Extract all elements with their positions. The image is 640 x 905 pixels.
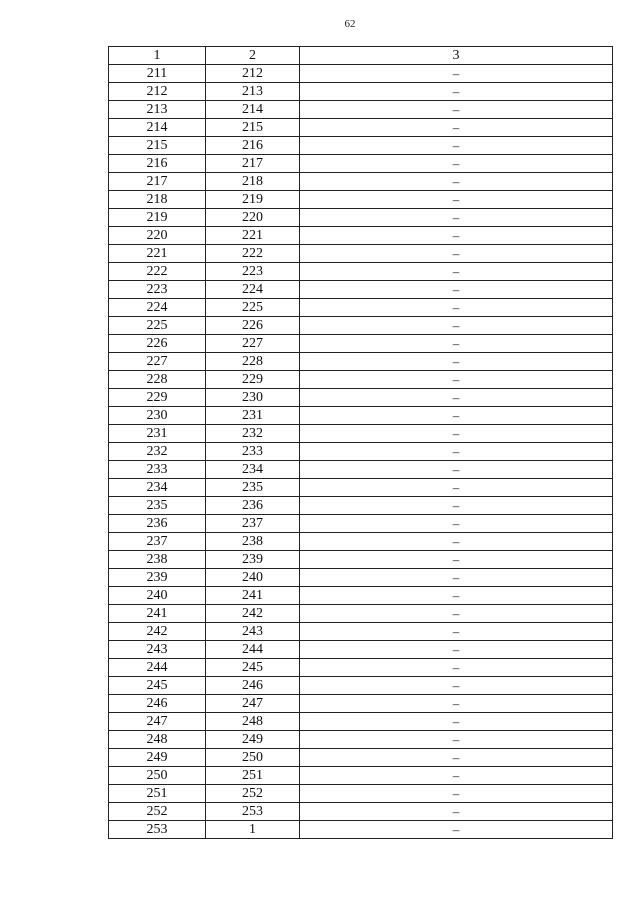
- table-cell-col-3: –: [300, 299, 613, 317]
- table-cell-col-1: 235: [109, 497, 206, 515]
- table-header-row: [109, 47, 613, 65]
- table-cell-col-1: 236: [109, 515, 206, 533]
- table-row: [109, 245, 613, 263]
- table-cell-col-3: –: [300, 119, 613, 137]
- table-cell-col-1: 240: [109, 587, 206, 605]
- table-cell-col-3: –: [300, 407, 613, 425]
- table-row: [109, 677, 613, 695]
- table-cell-col-3: –: [300, 227, 613, 245]
- page-number: 62: [344, 18, 356, 30]
- table-row: [109, 191, 613, 209]
- table-cell-col-1: 253: [109, 821, 206, 839]
- table-cell-col-1: 214: [109, 119, 206, 137]
- table-cell-col-2: 241: [206, 587, 300, 605]
- table-cell-col-3: –: [300, 317, 613, 335]
- column-header-2: 2: [206, 47, 300, 65]
- table-row: [109, 551, 613, 569]
- table-cell-col-2: 252: [206, 785, 300, 803]
- table-cell-col-3: –: [300, 461, 613, 479]
- table-cell-col-2: 228: [206, 353, 300, 371]
- table-cell-col-3: –: [300, 155, 613, 173]
- table-cell-col-2: 222: [206, 245, 300, 263]
- table-cell-col-2: 213: [206, 83, 300, 101]
- table-cell-col-3: –: [300, 677, 613, 695]
- table-cell-col-1: 216: [109, 155, 206, 173]
- table-cell-col-2: 249: [206, 731, 300, 749]
- table-cell-col-3: –: [300, 785, 613, 803]
- table-cell-col-1: 227: [109, 353, 206, 371]
- table-row: [109, 101, 613, 119]
- table-row: [109, 497, 613, 515]
- table-row: [109, 713, 613, 731]
- table-cell-col-2: 1: [206, 821, 300, 839]
- table-cell-col-1: 222: [109, 263, 206, 281]
- table-cell-col-2: 224: [206, 281, 300, 299]
- table-cell-col-3: –: [300, 695, 613, 713]
- table-row: [109, 83, 613, 101]
- table-body: [109, 65, 613, 839]
- table-row: [109, 767, 613, 785]
- table-row: [109, 209, 613, 227]
- table-cell-col-1: 217: [109, 173, 206, 191]
- table-cell-col-3: –: [300, 425, 613, 443]
- table-cell-col-2: 229: [206, 371, 300, 389]
- table-cell-col-1: 230: [109, 407, 206, 425]
- table-cell-col-2: 216: [206, 137, 300, 155]
- table-row: [109, 533, 613, 551]
- table-cell-col-3: –: [300, 605, 613, 623]
- table-row: [109, 479, 613, 497]
- table-cell-col-1: 233: [109, 461, 206, 479]
- table-cell-col-2: 243: [206, 623, 300, 641]
- table-cell-col-3: –: [300, 623, 613, 641]
- table-cell-col-3: –: [300, 245, 613, 263]
- table-cell-col-2: 215: [206, 119, 300, 137]
- table-cell-col-2: 248: [206, 713, 300, 731]
- table-row: [109, 623, 613, 641]
- table-cell-col-1: 237: [109, 533, 206, 551]
- table-row: [109, 785, 613, 803]
- table-row: [109, 641, 613, 659]
- table-cell-col-1: 223: [109, 281, 206, 299]
- table-cell-col-2: 235: [206, 479, 300, 497]
- table-cell-col-3: –: [300, 389, 613, 407]
- table-cell-col-3: –: [300, 713, 613, 731]
- table-cell-col-3: –: [300, 569, 613, 587]
- table-cell-col-2: 245: [206, 659, 300, 677]
- table-cell-col-2: 236: [206, 497, 300, 515]
- table-row: [109, 605, 613, 623]
- table-cell-col-1: 250: [109, 767, 206, 785]
- table-cell-col-1: 212: [109, 83, 206, 101]
- table-row: [109, 425, 613, 443]
- table-cell-col-3: –: [300, 137, 613, 155]
- table-cell-col-3: –: [300, 533, 613, 551]
- table-cell-col-2: 239: [206, 551, 300, 569]
- table-row: [109, 65, 613, 83]
- table-cell-col-1: 251: [109, 785, 206, 803]
- table-cell-col-1: 252: [109, 803, 206, 821]
- table-row: [109, 155, 613, 173]
- table-row: [109, 137, 613, 155]
- table-cell-col-3: –: [300, 281, 613, 299]
- table-cell-col-3: –: [300, 65, 613, 83]
- table-cell-col-2: 253: [206, 803, 300, 821]
- table-cell-col-3: –: [300, 371, 613, 389]
- table-cell-col-2: 226: [206, 317, 300, 335]
- column-header-3: 3: [300, 47, 613, 65]
- table-cell-col-3: –: [300, 263, 613, 281]
- table-cell-col-3: –: [300, 101, 613, 119]
- table-cell-col-3: –: [300, 83, 613, 101]
- table-cell-col-1: 242: [109, 623, 206, 641]
- table-cell-col-2: 223: [206, 263, 300, 281]
- table-cell-col-2: 230: [206, 389, 300, 407]
- table-row: [109, 515, 613, 533]
- table-row: [109, 335, 613, 353]
- table-cell-col-1: 238: [109, 551, 206, 569]
- table-row: [109, 821, 613, 839]
- table-row: [109, 263, 613, 281]
- table-cell-col-2: 231: [206, 407, 300, 425]
- table-cell-col-2: 217: [206, 155, 300, 173]
- table-row: [109, 407, 613, 425]
- table-cell-col-1: 234: [109, 479, 206, 497]
- table-cell-col-2: 234: [206, 461, 300, 479]
- table-row: [109, 695, 613, 713]
- table-cell-col-3: –: [300, 353, 613, 371]
- table-cell-col-1: 248: [109, 731, 206, 749]
- table-cell-col-1: 231: [109, 425, 206, 443]
- table-cell-col-3: –: [300, 443, 613, 461]
- table-cell-col-1: 211: [109, 65, 206, 83]
- table-cell-col-3: –: [300, 749, 613, 767]
- table-cell-col-3: –: [300, 767, 613, 785]
- table-cell-col-3: –: [300, 659, 613, 677]
- table-row: [109, 281, 613, 299]
- table-cell-col-2: 219: [206, 191, 300, 209]
- table-cell-col-3: –: [300, 731, 613, 749]
- table-cell-col-3: –: [300, 173, 613, 191]
- table-cell-col-2: 232: [206, 425, 300, 443]
- table-cell-col-1: 239: [109, 569, 206, 587]
- table-row: [109, 443, 613, 461]
- table-cell-col-1: 244: [109, 659, 206, 677]
- table-cell-col-2: 246: [206, 677, 300, 695]
- table-cell-col-2: 220: [206, 209, 300, 227]
- table-cell-col-3: –: [300, 191, 613, 209]
- table-cell-col-1: 213: [109, 101, 206, 119]
- table-cell-col-2: 227: [206, 335, 300, 353]
- table-cell-col-3: –: [300, 497, 613, 515]
- table-cell-col-1: 241: [109, 605, 206, 623]
- table-row: [109, 353, 613, 371]
- table-row: [109, 731, 613, 749]
- table-header: [109, 47, 613, 65]
- table-row: [109, 173, 613, 191]
- table-cell-col-2: 244: [206, 641, 300, 659]
- table-cell-col-1: 224: [109, 299, 206, 317]
- table-cell-col-2: 250: [206, 749, 300, 767]
- table-cell-col-3: –: [300, 515, 613, 533]
- table-cell-col-1: 232: [109, 443, 206, 461]
- table-cell-col-1: 226: [109, 335, 206, 353]
- table-cell-col-1: 220: [109, 227, 206, 245]
- table-row: [109, 803, 613, 821]
- table-cell-col-3: –: [300, 821, 613, 839]
- table-cell-col-2: 221: [206, 227, 300, 245]
- table-cell-col-2: 218: [206, 173, 300, 191]
- table-cell-col-1: 225: [109, 317, 206, 335]
- table-row: [109, 587, 613, 605]
- table-cell-col-1: 221: [109, 245, 206, 263]
- table-cell-col-1: 247: [109, 713, 206, 731]
- table-cell-col-3: –: [300, 551, 613, 569]
- table-cell-col-1: 218: [109, 191, 206, 209]
- table-cell-col-1: 215: [109, 137, 206, 155]
- table-cell-col-2: 242: [206, 605, 300, 623]
- table-row: [109, 659, 613, 677]
- table-cell-col-3: –: [300, 209, 613, 227]
- table-row: [109, 317, 613, 335]
- table-cell-col-3: –: [300, 479, 613, 497]
- table-cell-col-1: 243: [109, 641, 206, 659]
- table-cell-col-2: 233: [206, 443, 300, 461]
- table-cell-col-3: –: [300, 641, 613, 659]
- table-cell-col-2: 238: [206, 533, 300, 551]
- table-cell-col-1: 249: [109, 749, 206, 767]
- table-row: [109, 749, 613, 767]
- data-table: [108, 46, 613, 839]
- table-cell-col-2: 212: [206, 65, 300, 83]
- table-cell-col-3: –: [300, 335, 613, 353]
- table-cell-col-2: 247: [206, 695, 300, 713]
- table-row: [109, 389, 613, 407]
- table-row: [109, 227, 613, 245]
- table-row: [109, 569, 613, 587]
- table-row: [109, 371, 613, 389]
- table-cell-col-2: 240: [206, 569, 300, 587]
- table-cell-col-2: 225: [206, 299, 300, 317]
- table-cell-col-1: 246: [109, 695, 206, 713]
- table-cell-col-2: 214: [206, 101, 300, 119]
- column-header-1: 1: [109, 47, 206, 65]
- table-cell-col-1: 219: [109, 209, 206, 227]
- table-row: [109, 461, 613, 479]
- table-row: [109, 119, 613, 137]
- table-cell-col-2: 237: [206, 515, 300, 533]
- table-cell-col-2: 251: [206, 767, 300, 785]
- table-cell-col-1: 229: [109, 389, 206, 407]
- table-cell-col-1: 245: [109, 677, 206, 695]
- table-cell-col-3: –: [300, 587, 613, 605]
- table-cell-col-3: –: [300, 803, 613, 821]
- table-cell-col-1: 228: [109, 371, 206, 389]
- table-row: [109, 299, 613, 317]
